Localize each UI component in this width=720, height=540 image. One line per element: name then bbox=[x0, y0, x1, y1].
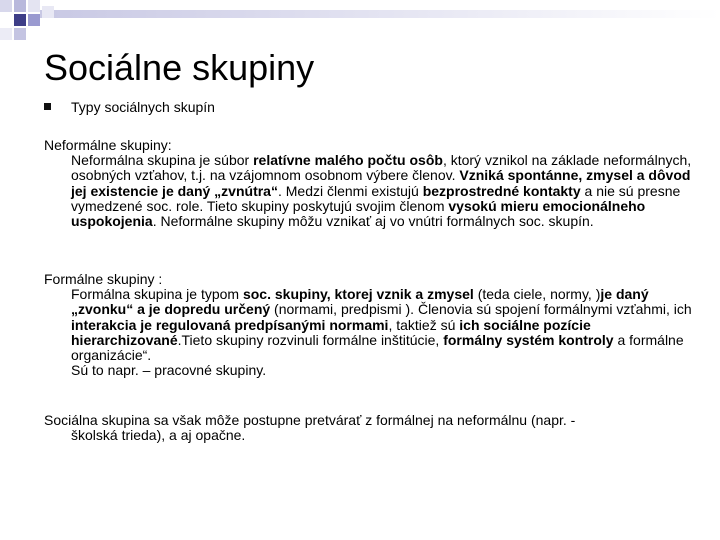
text-run: , ktorý vznikol na základe neformálnych, osobných vzťahov, t.j. na vzájomnom osobnom výbere členov. bbox=[71, 152, 692, 184]
deco-square-6 bbox=[42, 6, 54, 18]
deco-square-3 bbox=[28, 0, 40, 12]
text-run: (teda ciele, normy, ) bbox=[473, 286, 601, 303]
emphasis-run: vysokú mieru emocionálneho uspokojenia bbox=[71, 197, 646, 230]
emphasis-run: bezprostredné kontakty bbox=[422, 182, 581, 199]
emphasis-run: Vzniká spontánne, zmysel a dôvod jej existencie je daný „zvnútra“ bbox=[71, 167, 691, 199]
text-run: Neformálna skupina je súbor bbox=[71, 152, 254, 169]
text-run: .Tieto skupiny rozvinuli formálne inštitúcie, bbox=[177, 331, 444, 348]
text-run: . Medzi členmi existujú bbox=[277, 182, 423, 199]
deco-square-1 bbox=[0, 0, 12, 12]
deco-square-4 bbox=[14, 14, 26, 26]
slide-title: Sociálne skupiny bbox=[44, 47, 315, 88]
text-run: (normami, predpismi ). Členovia sú spojení formálnymi vzťahmi, ich bbox=[270, 301, 692, 318]
deco-square-2 bbox=[14, 0, 26, 12]
text-run: a nie sú presne vymedzené soc. role. Tieto skupiny poskytujú svojim členom bbox=[71, 182, 681, 214]
deco-square-8 bbox=[14, 28, 26, 40]
emphasis-run: relatívne malého počtu osôb bbox=[253, 152, 443, 169]
closing-line-2: školská trieda), a aj opačne. bbox=[71, 427, 246, 444]
formal-example: Sú to napr. – pracovné skupiny. bbox=[71, 362, 267, 379]
emphasis-run: ich sociálne pozície hierarchizované bbox=[71, 316, 591, 348]
header-gradient-bar bbox=[40, 10, 720, 18]
informal-heading: Neformálne skupiny: bbox=[44, 137, 172, 153]
text-run: . Neformálne skupiny môžu vznikať aj vo vnútri formálnych soc. skupín. bbox=[152, 213, 594, 230]
emphasis-run: je daný „zvonku“ a je dopredu určený bbox=[71, 286, 649, 318]
formal-paragraph bbox=[44, 287, 694, 363]
emphasis-run: formálny systém kontroly bbox=[443, 331, 614, 348]
text-run: Formálna skupina je typom bbox=[71, 286, 243, 303]
emphasis-run: interakcia je regulovaná predpísanými normami bbox=[71, 316, 389, 333]
bullet-text: Typy sociálnych skupín bbox=[71, 99, 215, 115]
informal-groups-section bbox=[44, 138, 694, 229]
formal-heading: Formálne skupiny : bbox=[44, 271, 163, 287]
emphasis-run: soc. skupiny, ktorej vznik a zmysel bbox=[242, 286, 474, 303]
closing-line-1: Sociálna skupina sa však môže postupne pretvárať z formálnej na neformálnu (napr. - bbox=[44, 412, 576, 428]
closing-paragraph bbox=[44, 413, 694, 443]
square-bullet-icon bbox=[44, 103, 51, 110]
informal-paragraph bbox=[44, 153, 694, 229]
deco-square-7 bbox=[0, 28, 12, 40]
formal-groups-section bbox=[44, 272, 694, 378]
deco-square-5 bbox=[28, 14, 40, 26]
text-run: a formálne organizácie“. bbox=[71, 331, 684, 364]
decorative-header-squares bbox=[0, 0, 720, 40]
text-run: , taktiež sú bbox=[388, 316, 460, 333]
